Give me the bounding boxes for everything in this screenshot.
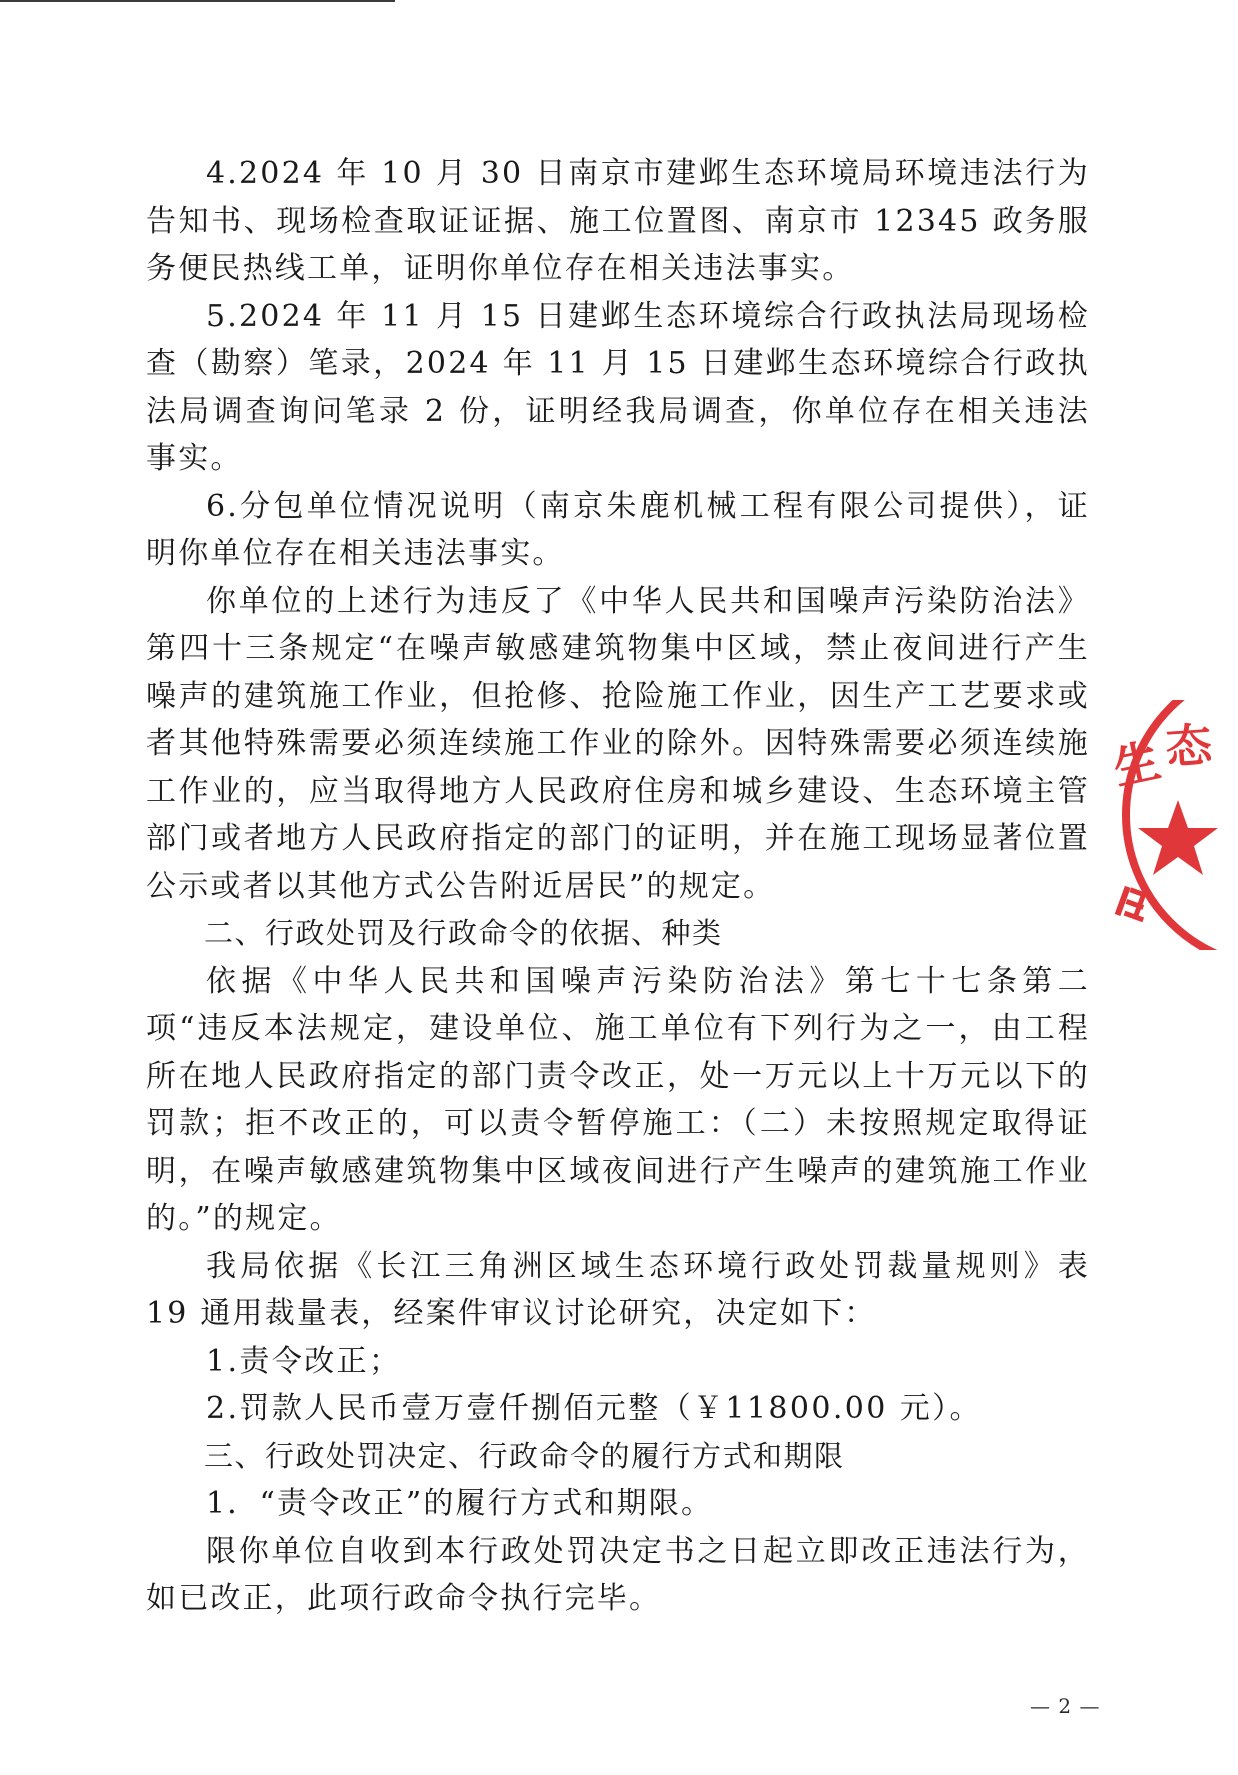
paragraph-correction-deadline: 限你单位自收到本行政处罚决定书之日起立即改正违法行为，如已改正，此项行政命令执行完毕。: [146, 1533, 1090, 1616]
paragraph-legal-basis: 依据《中华人民共和国噪声污染防治法》第七十七条第二项“违反本法规定，建设单位、施工单位有下列行为之一，由工程所在地人民政府指定的部门责令改正，处一万元以上十万元以下的罚款；拒不改正的，可以责令暂停施工：（二）未按照规定取得证明，在噪声敏感建筑物集中区域夜间进行产生噪声的建筑施工作业的。”的规定。: [146, 963, 1090, 1236]
seal-char-2: 态: [1163, 717, 1214, 775]
heading-performance: 三、行政处罚决定、行政命令的履行方式和期限: [204, 1438, 845, 1473]
seal-star: [1138, 800, 1218, 875]
paragraph-evidence-4: 4.2024 年 10 月 30 日南京市建邺生态环境局环境违法行为告知书、现场检查取证证据、施工位置图、南京市 12345 政务服务便民热线工单，证明你单位存在相关违法事实。: [146, 156, 1090, 286]
seal-char-1: 生: [1108, 733, 1165, 796]
heading-basis: 二、行政处罚及行政命令的依据、种类: [204, 916, 723, 950]
paragraph-evidence-6: 6.分包单位情况说明（南京朱鹿机械工程有限公司提供），证明你单位存在相关违法事实。: [146, 488, 1090, 571]
official-seal: [1108, 700, 1238, 950]
paragraph-violation: 你单位的上述行为违反了《中华人民共和国噪声污染防治法》第四十三条规定“在噪声敏感建筑物集中区域，禁止夜间进行产生噪声的建筑施工作业，但抢修、抢险施工作业，因生产工艺要求或者其他特殊需要必须连续施工作业的除外。因特殊需要必须连续施工作业的，应当取得地方人民政府住房和城乡建设、生态环境主管部门或者地方人民政府指定的部门的证明，并在施工现场显著位置公示或者以其他方式公告附近居民”的规定。: [146, 583, 1090, 904]
paragraph-decision-intro: 我局依据《长江三角洲区域生态环境行政处罚裁量规则》表 19 通用裁量表，经案件审议讨论研究，决定如下：: [146, 1248, 1090, 1331]
seal-partial-char: [1115, 886, 1149, 922]
decision-item-2: 2.罚款人民币壹万壹仟捌佰元整（￥11800.00 元）。: [206, 1391, 982, 1426]
document-body: [146, 150, 1090, 1623]
decision-item-1: 1.责令改正；: [206, 1343, 402, 1379]
seal-graphic: [1108, 700, 1238, 950]
page-number: — 2 —: [1030, 1694, 1101, 1718]
paragraph-correction-title: 1．“责令改正”的履行方式和期限。: [206, 1486, 714, 1521]
top-rule: [0, 0, 395, 2]
paragraph-evidence-5: 5.2024 年 11 月 15 日建邺生态环境综合行政执法局现场检查（勘察）笔录，2024 年 11 月 15 日建邺生态环境综合行政执法局调查询问笔录 2 份，证明经我局调查，你单位存在相关违法事实。: [146, 298, 1090, 476]
